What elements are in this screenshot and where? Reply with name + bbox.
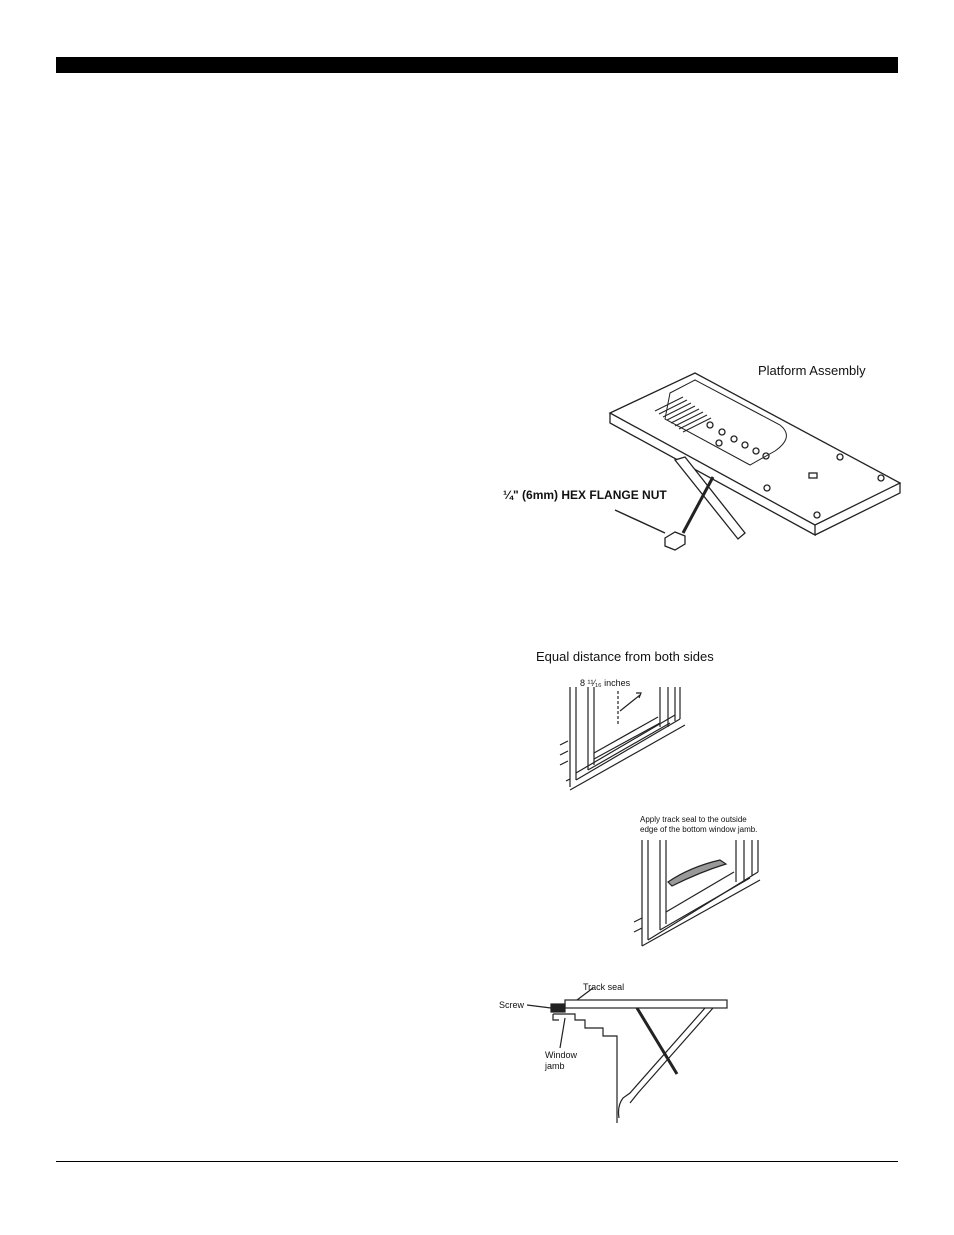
- equal-distance-drawing: [530, 645, 730, 795]
- platform-assembly-title: Platform Assembly: [758, 363, 866, 378]
- track-seal-note-line1: Apply track seal to the outside: [640, 815, 747, 824]
- window-jamb-label-line1: Window: [545, 1050, 578, 1060]
- track-seal-note-line2: edge of the bottom window jamb.: [640, 825, 758, 834]
- screw-label: Screw: [499, 1000, 525, 1010]
- section-view-drawing: [495, 978, 745, 1128]
- window-jamb-label-line2: jamb: [545, 1061, 565, 1071]
- track-seal-label: Track seal: [583, 982, 625, 992]
- equal-distance-figure: [530, 645, 730, 795]
- platform-assembly-drawing: [495, 355, 905, 570]
- section-view-figure: [495, 978, 745, 1128]
- measurement-label: 8 ¹¹⁄₁₆ inches: [580, 678, 631, 688]
- equal-distance-title: Equal distance from both sides: [536, 649, 714, 664]
- track-seal-figure: [630, 812, 805, 952]
- header-bar: [56, 57, 898, 73]
- footer-rule: [56, 1161, 898, 1162]
- hex-flange-nut-label: ¼" (6mm) HEX FLANGE NUT: [503, 488, 667, 502]
- platform-assembly-figure: [495, 355, 905, 570]
